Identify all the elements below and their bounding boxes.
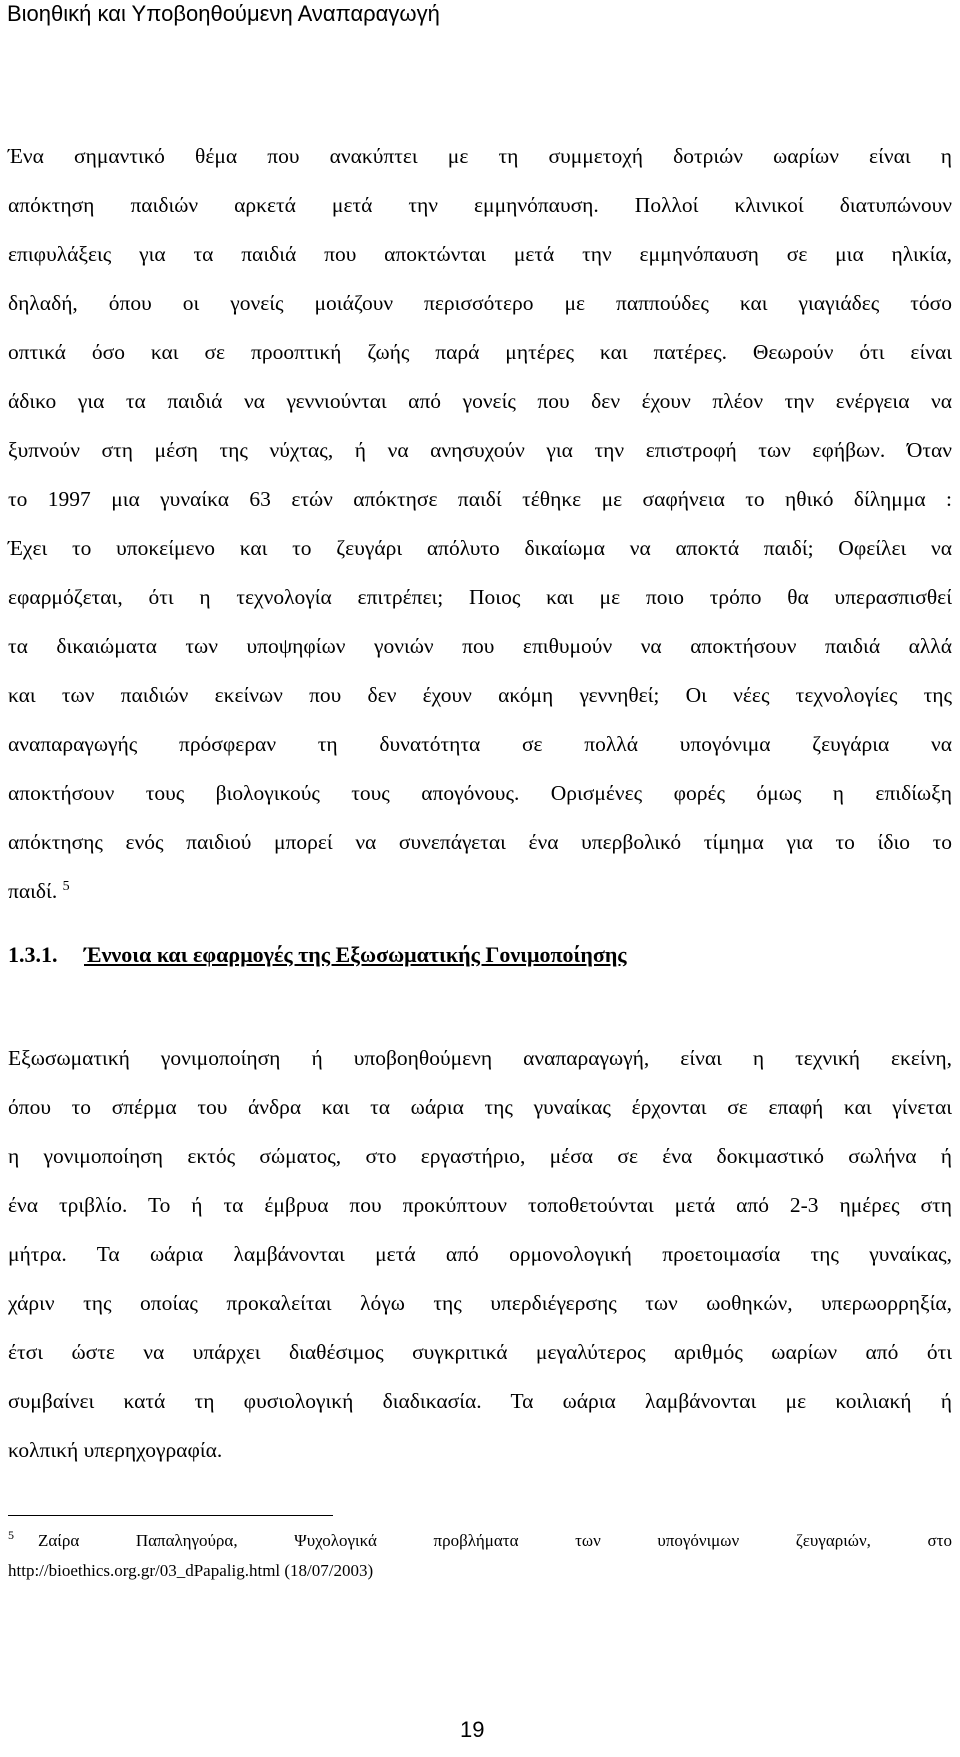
text-line: Εξωσωματική γονιμοποίηση ή υποβοηθούμενη αναπαραγωγή, είναι η τεχνική εκείνη, bbox=[8, 1046, 952, 1070]
text-line: έτσι ώστε να υπάρχει διαθέσιμος συγκριτικά μεγαλύτερος αριθμός ωαρίων από ότι bbox=[8, 1340, 952, 1364]
text-line: η γονιμοποίηση εκτός σώματος, στο εργαστήριο, μέσα σε ένα δοκιμαστικό σωλήνα ή bbox=[8, 1144, 952, 1168]
footnote-text bbox=[8, 1530, 952, 1552]
footnote-link[interactable]: http://bioethics.org.gr/03_dPapalig.html (18/07/2003) bbox=[8, 1561, 374, 1580]
text-line: αποκτήσουν τους βιολογικούς τους απογόνους. Ορισμένες φορές όμως η επιδίωξη bbox=[8, 781, 952, 805]
text-line: Ένα σημαντικό θέμα που ανακύπτει με τη συμμετοχή δοτριών ωαρίων είναι η bbox=[8, 144, 952, 168]
text-line: όπου το σπέρμα του άνδρα και τα ωάρια της γυναίκας έρχονται σε επαφή και γίνεται bbox=[8, 1095, 952, 1119]
text-line: απόκτησης ενός παιδιού μπορεί να συνεπάγεται ένα υπερβολικό τίμημα για το ίδιο το bbox=[8, 830, 952, 854]
text-line: ένα τριβλίο. Το ή τα έμβρυα που προκύπτουν τοποθετούνται μετά από 2-3 ημέρες στη bbox=[8, 1193, 952, 1217]
footnote-separator bbox=[8, 1515, 333, 1516]
text-line: ξυπνούν στη μέση της νύχτας, ή να ανησυχούν για την επιστροφή των εφήβων. Όταν bbox=[8, 438, 952, 462]
section-title: Έννοια και εφαρμογές της Εξωσωματικής Γονιμοποίησης bbox=[84, 942, 627, 967]
footnote-citation: Ζαίρα Παπαληγούρα, Ψυχολογικά προβλήματα των υπογόνιμων ζευγαριών, στο bbox=[38, 1531, 952, 1550]
text-line: το 1997 μια γυναίκα 63 ετών απόκτησε παιδί τέθηκε με σαφήνεια το ηθικό δίλημμα : bbox=[8, 487, 952, 511]
text-line: χάριν της οποίας προκαλείται λόγω της υπερδιέγερσης των ωοθηκών, υπερωορρηξία, bbox=[8, 1291, 952, 1315]
text-line: άδικο για τα παιδιά να γεννιούνται από γονείς που δεν έχουν πλέον την ενέργεια να bbox=[8, 389, 952, 413]
text-line: μήτρα. Τα ωάρια λαμβάνονται μετά από ορμονολογική προετοιμασία της γυναίκας, bbox=[8, 1242, 952, 1266]
text-line: εφαρμόζεται, ότι η τεχνολογία επιτρέπει; Ποιος και με ποιο τρόπο θα υπερασπισθεί bbox=[8, 585, 952, 609]
text-line: και των παιδιών εκείνων που δεν έχουν ακόμη γεννηθεί; Οι νέες τεχνολογίες της bbox=[8, 683, 952, 707]
text-line: Έχει το υποκείμενο και το ζευγάρι απόλυτο δικαίωμα να αποκτά παιδί; Οφείλει να bbox=[8, 536, 952, 560]
text-line bbox=[8, 878, 952, 904]
text-line: απόκτηση παιδιών αρκετά μετά την εμμηνόπαυση. Πολλοί κλινικοί διατυπώνουν bbox=[8, 193, 952, 217]
text-line: δηλαδή, όπου οι γονείς μοιάζουν περισσότερο με παππούδες και γιαγιάδες τόσο bbox=[8, 291, 952, 315]
page-number: 19 bbox=[460, 1717, 485, 1742]
text-line: τα δικαιώματα των υποψηφίων γονιών που επιθυμούν να αποκτήσουν παιδιά αλλά bbox=[8, 634, 952, 658]
footnote-reference: 5 bbox=[62, 878, 70, 894]
section-number: 1.3.1. bbox=[8, 942, 58, 967]
text-line: κολπική υπερηχογραφία. bbox=[8, 1438, 223, 1462]
text-line: συμβαίνει κατά τη φυσιολογική διαδικασία. Τα ωάρια λαμβάνονται με κοιλιακή ή bbox=[8, 1389, 952, 1413]
text-line: αναπαραγωγής πρόσφεραν τη δυνατότητα σε πολλά υπογόνιμα ζευγάρια να bbox=[8, 732, 952, 756]
text-line: επιφυλάξεις για τα παιδιά που αποκτώνται μετά την εμμηνόπαυση σε μια ηλικία, bbox=[8, 242, 952, 266]
footnote-mark: 5 bbox=[8, 1528, 14, 1543]
text-line-content: παιδί. bbox=[8, 879, 58, 903]
text-line: οπτικά όσο και σε προοπτική ζωής παρά μητέρες και πατέρες. Θεωρούν ότι είναι bbox=[8, 340, 952, 364]
section-heading bbox=[8, 942, 627, 968]
running-header: Βιοηθική και Υποβοηθούμενη Αναπαραγωγή bbox=[7, 1, 440, 26]
